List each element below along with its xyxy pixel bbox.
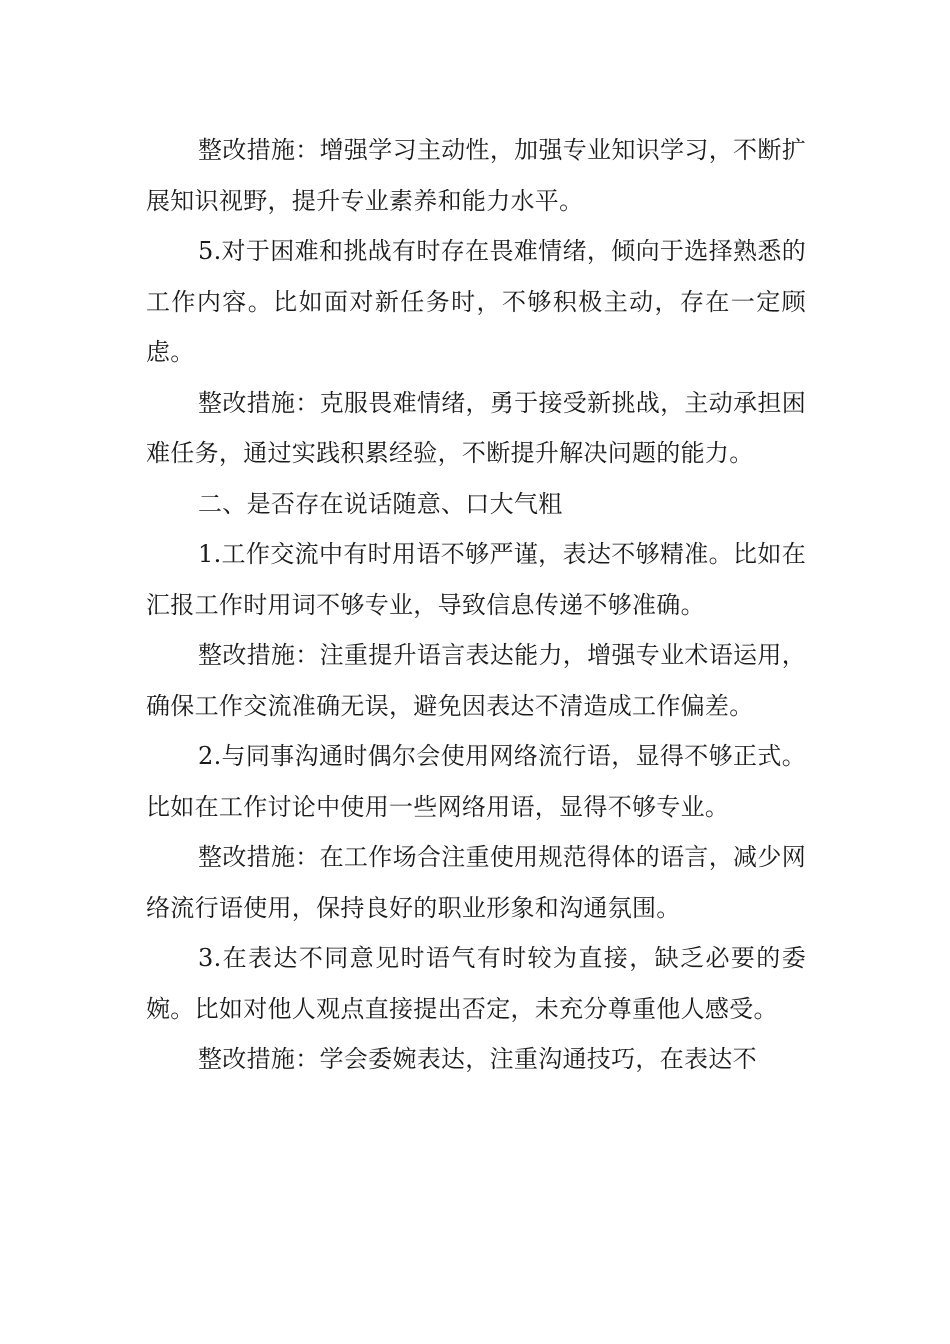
paragraph-rectification-4: 整改措施：在工作场合注重使用规范得体的语言，减少网络流行语使用，保持良好的职业形象和沟通氛围。 (146, 843, 806, 922)
paragraph-item-2: 2.与同事沟通时偶尔会使用网络流行语，显得不够正式。比如在工作讨论中使用一些网络用语，显得不够专业。 (146, 742, 806, 821)
section-heading-2: 二、是否存在说话随意、口大气粗 (198, 489, 563, 518)
paragraph-rectification-1: 整改措施：增强学习主动性，加强专业知识学习，不断扩展知识视野，提升专业素养和能力水平。 (146, 136, 806, 215)
paragraph-rectification-5: 整改措施：学会委婉表达，注重沟通技巧，在表达不 (198, 1045, 757, 1073)
paragraph-rectification-3: 整改措施：注重提升语言表达能力，增强专业术语运用，确保工作交流准确无误，避免因表达不清造成工作偏差。 (146, 641, 806, 720)
document-body (146, 125, 806, 1085)
paragraph-item-3: 3.在表达不同意见时语气有时较为直接，缺乏必要的委婉。比如对他人观点直接提出否定，未充分尊重他人感受。 (146, 944, 806, 1023)
paragraph-rectification-2: 整改措施：克服畏难情绪，勇于接受新挑战，主动承担困难任务，通过实践积累经验，不断提升解决问题的能力。 (146, 388, 806, 467)
paragraph-item-1: 1.工作交流中有时用语不够严谨，表达不够精准。比如在汇报工作时用词不够专业，导致信息传递不够准确。 (146, 540, 806, 619)
paragraph-item-5: 5.对于困难和挑战有时存在畏难情绪，倾向于选择熟悉的工作内容。比如面对新任务时，不够积极主动，存在一定顾虑。 (146, 237, 806, 366)
